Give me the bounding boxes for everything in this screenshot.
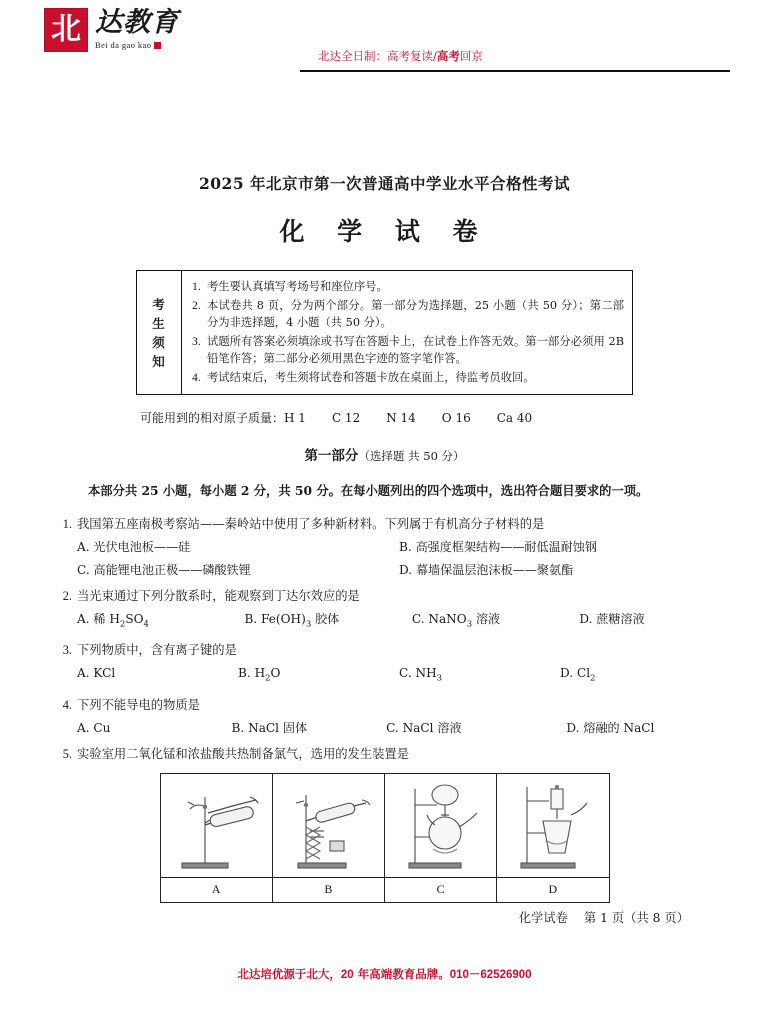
option-c[interactable]: C. $NH_3$ [399, 666, 443, 684]
apparatus-label-d: D [497, 877, 609, 902]
promo-text-before: 北达培优源于北大， [237, 967, 341, 981]
header-tagline-tail: 回京 [459, 49, 483, 63]
footer-page-number: 第 1 页（共 8 页） [583, 911, 689, 925]
option-b[interactable]: B. NaCl 固体 [231, 720, 308, 735]
question-4 [50, 696, 721, 738]
option-a[interactable]: A. Cu [77, 720, 111, 735]
notice-item-number: 4. [192, 370, 201, 384]
question-text: 实验室用二氧化锰和浓盐酸共热制备氯气，选用的发生装置是 [77, 746, 410, 761]
question-text: 当光束通过下列分散系时，能观察到丁达尔效应的是 [77, 589, 360, 603]
apparatus-label-a: A [160, 877, 272, 902]
part-one-instruction: 本部分共 25 小题，每小题 2 分，共 50 分。在每小题列出的四个选项中，选出符合题目要求的一项。 [88, 483, 649, 498]
exam-title-line1: 2025 年北京市第一次普通高中学业水平合格性考试 [198, 174, 571, 193]
logo-text-group [95, 8, 179, 50]
notice-label-c4: 知 [152, 353, 166, 369]
page-header [0, 0, 769, 78]
question-stem [50, 587, 721, 606]
notice-item-text: 考试结束后，考生须将试卷和答题卡放在桌面上，待监考员收回。 [207, 370, 535, 384]
question-text: 下列不能导电的物质是 [77, 697, 200, 712]
notice-label-c3: 须 [152, 334, 166, 350]
apparatus-label-b: B [272, 877, 384, 902]
option-d[interactable]: D. 熔融的 NaCl [566, 720, 655, 735]
question-text: 下列物质中，含有离子键的是 [77, 643, 237, 658]
notice-item [192, 297, 624, 332]
atomic-mass-value: O 16 [441, 411, 471, 425]
option-d[interactable]: D. 蔗糖溶液 [579, 612, 645, 626]
apparatus-label-c: C [385, 877, 497, 902]
notice-label-c1: 考 [152, 296, 166, 312]
notice-item-number: 1. [192, 280, 201, 293]
option-c[interactable]: C. NaCl 溶液 [386, 720, 462, 735]
question-text: 我国第五座南极考察站——秦岭站中使用了多种新材料。下列属于有机高分子材料的是 [77, 517, 545, 531]
notice-item [192, 278, 624, 296]
apparatus-figure-table [160, 773, 610, 903]
question-3 [50, 641, 721, 688]
header-tagline [318, 48, 483, 64]
header-divider [300, 70, 730, 72]
question-list [0, 515, 769, 764]
page-footer [0, 908, 769, 926]
apparatus-figure-row [160, 773, 609, 877]
notice-item-number: 3. [192, 334, 201, 348]
promo-years: 20 [340, 969, 354, 981]
part-one-title: 第一部分 [304, 448, 359, 464]
notice-item [192, 369, 624, 387]
notice-item-text: 试题所有答案必须填涂或书写在答题卡上，在试卷上作答无效。第一部分必须用 2B 铅笔作答；第二部分必须用黑色字迹的签字笔作答。 [207, 334, 624, 365]
promo-text-mid: 年高端教育品牌。 [353, 967, 450, 981]
option-b[interactable]: B. $H_2O$ [238, 666, 281, 684]
question-options-row [50, 561, 721, 580]
atomic-mass-value: C 12 [331, 411, 361, 425]
header-tagline-bold: 高考 [436, 49, 460, 63]
header-tagline-main: 北达全日制：高考复读/ [318, 49, 437, 63]
part-one-heading [0, 444, 769, 464]
logo-seal-icon: 北 [44, 8, 88, 52]
option-a[interactable]: A. 稀 $H_2SO_4$ [77, 612, 149, 630]
apparatus-cell-d [497, 773, 609, 877]
notice-item [192, 333, 624, 368]
option-b[interactable]: B. $Fe(OH)_3$ 胶体 [244, 612, 340, 630]
apparatus-b-icon [276, 775, 380, 875]
notice-item-text: 本试卷共 8 页，分为两个部分。第一部分为选择题，25 小题（共 50 分）；第二部分为非选择题，4 小题（共 50 分）。 [207, 298, 624, 329]
logo-square-icon [154, 42, 161, 49]
question-options-row [50, 538, 721, 557]
candidate-notice-box [136, 270, 633, 395]
question-stem [50, 641, 721, 660]
question-options-row [50, 664, 721, 688]
question-options-row [50, 719, 721, 738]
question-stem [50, 696, 721, 715]
option-d[interactable]: D. 幕墙保温层泡沫板——聚氨酯 [399, 563, 574, 577]
question-number: 2. [62, 589, 72, 603]
option-b[interactable]: B. 高强度框架结构——耐低温耐蚀钢 [399, 540, 597, 554]
atomic-mass-line [140, 409, 769, 426]
apparatus-a-icon [164, 775, 268, 875]
option-a[interactable]: A. KCl [77, 666, 116, 681]
option-c[interactable]: C. NaNO$_3$ 溶液 [411, 612, 501, 630]
question-stem [50, 745, 721, 764]
brand-logo [44, 8, 179, 52]
promo-phone: －62526900 [468, 969, 532, 981]
question-2 [50, 587, 721, 634]
question-number: 4. [62, 697, 72, 712]
promo-footer-bar [0, 966, 769, 982]
notice-item-text: 考生要认真填写考场号和座位序号。 [207, 280, 388, 293]
question-5 [50, 745, 721, 764]
candidate-notice-body [182, 271, 632, 394]
option-a[interactable]: A. 光伏电池板——硅 [77, 540, 191, 554]
apparatus-cell-a [160, 773, 272, 877]
atomic-mass-value: N 14 [386, 411, 416, 425]
exam-title-line2: 化 学 试 卷 [279, 217, 490, 246]
part-one-subtitle: （选择题 共 50 分） [358, 449, 465, 463]
atomic-mass-prefix: 可能用到的相对原子质量： [140, 411, 285, 425]
promo-phone-label: 010 [449, 969, 469, 981]
notice-label-c2: 生 [152, 315, 166, 331]
logo-chinese-name: 达教育 [95, 7, 179, 38]
footer-subject: 化学试卷 [518, 911, 568, 925]
question-stem [50, 515, 721, 534]
option-c[interactable]: C. 高能锂电池正极——磷酸铁锂 [77, 563, 251, 577]
question-1 [50, 515, 721, 580]
logo-latin-text: Bei da gao kao [95, 40, 152, 50]
atomic-mass-value: Ca 40 [496, 411, 533, 425]
logo-latin-name [95, 40, 179, 50]
option-d[interactable]: D. $Cl_2$ [560, 666, 596, 684]
apparatus-c-icon [389, 775, 493, 875]
apparatus-cell-c [385, 773, 497, 877]
question-number: 3. [62, 643, 72, 658]
question-number: 5. [62, 746, 72, 761]
candidate-notice-label [137, 271, 182, 394]
notice-item-number: 2. [192, 298, 201, 312]
question-number: 1. [62, 517, 72, 531]
apparatus-cell-b [272, 773, 384, 877]
atomic-mass-value: H 1 [284, 411, 306, 425]
question-options-row [50, 610, 721, 634]
apparatus-d-icon [501, 775, 605, 875]
apparatus-label-row [160, 877, 609, 902]
